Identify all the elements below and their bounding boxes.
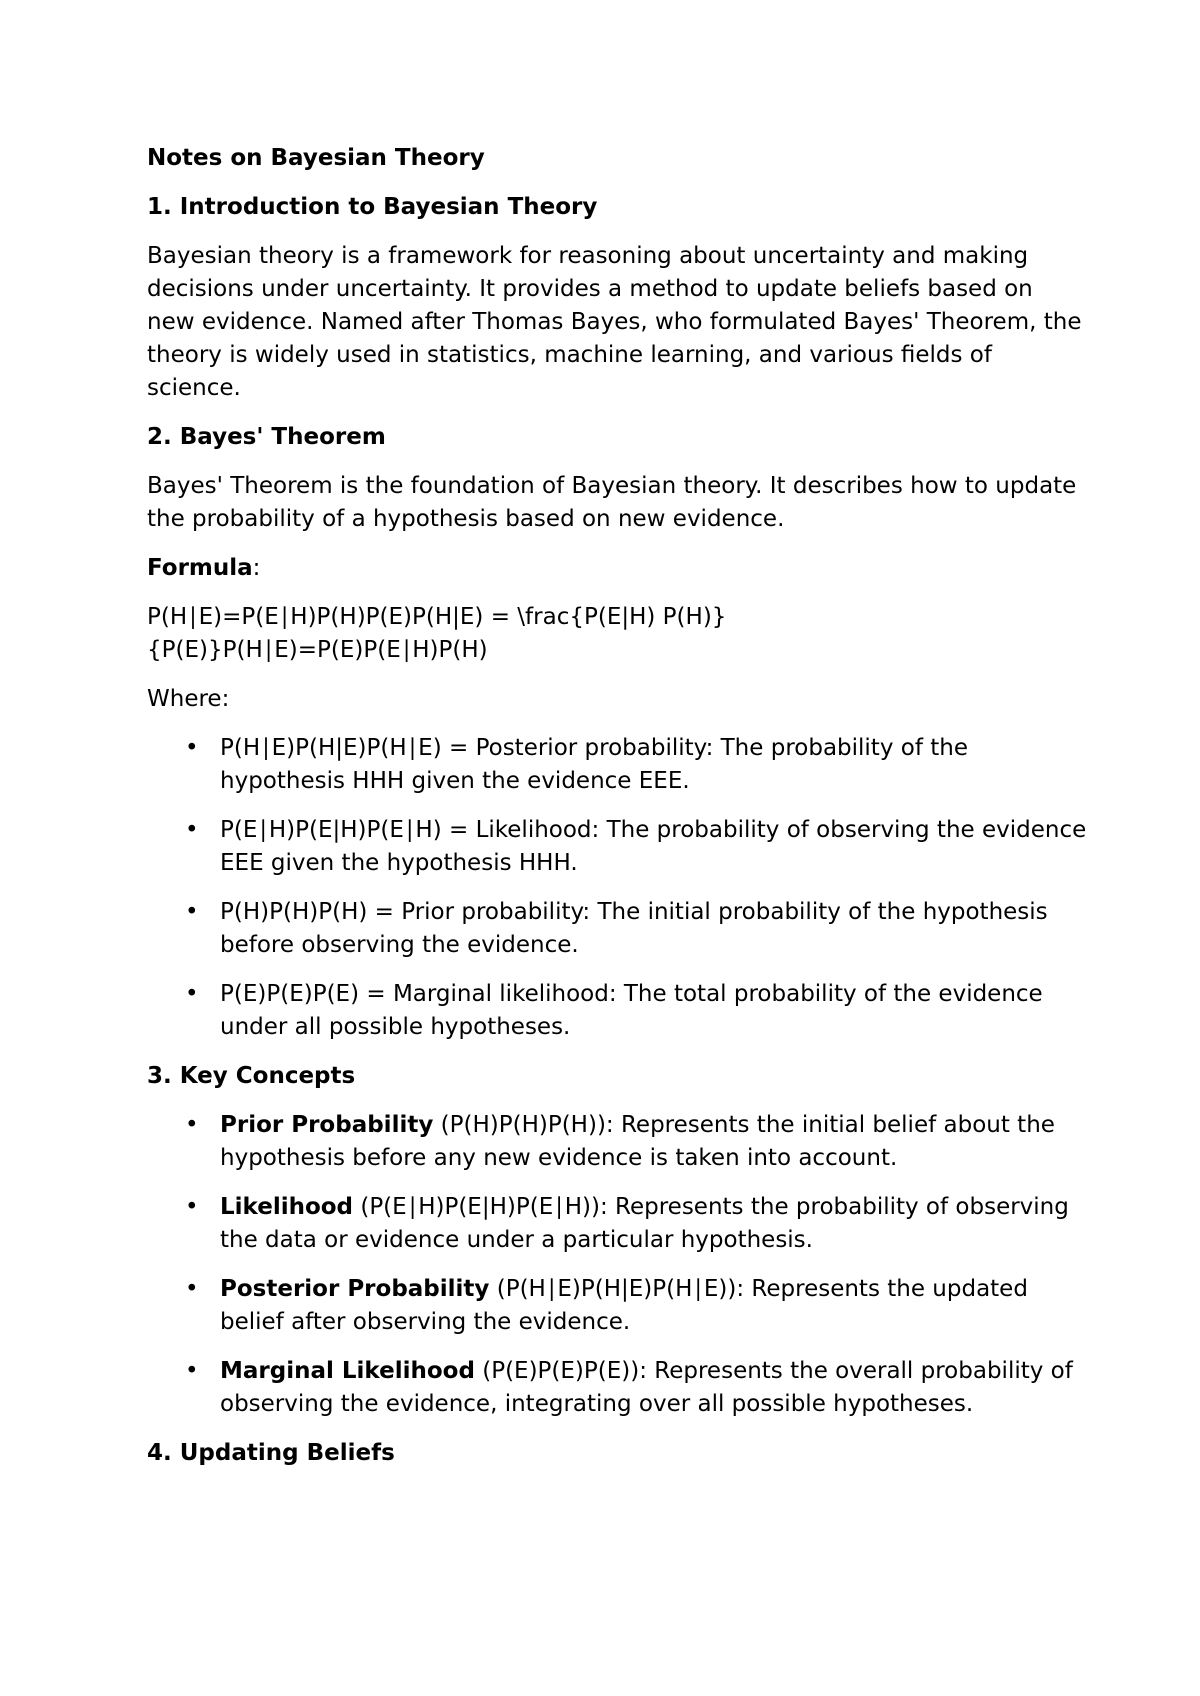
bullet-icon: • (185, 1112, 199, 1138)
section-heading-updating-beliefs: 4. Updating Beliefs (147, 1440, 395, 1466)
list-item (147, 1273, 1087, 1339)
bullet-icon: • (185, 1358, 199, 1384)
list-item (147, 896, 1087, 962)
definition-text: P(E∣H)P(E|H)P(E∣H) = Likelihood: The probability of observing the evidence EEE given the hypothesis HHH. (220, 817, 1087, 876)
list-item (147, 978, 1087, 1044)
document-title: Notes on Bayesian Theory (147, 145, 485, 171)
list-item (147, 814, 1087, 880)
formula-block (147, 601, 1087, 667)
definition-text: P(H∣E)P(H|E)P(H∣E) = Posterior probability: The probability of the hypothesis HHH given the evidence EEE. (220, 735, 968, 794)
section-heading-key-concepts: 3. Key Concepts (147, 1063, 356, 1089)
concept-term: Likelihood (220, 1194, 354, 1220)
list-item (147, 732, 1087, 798)
bullet-icon: • (185, 1276, 199, 1302)
list-item (147, 1109, 1087, 1175)
section-heading-bayes-theorem: 2. Bayes' Theorem (147, 424, 386, 450)
formula-label: Formula (147, 555, 253, 581)
list-item (147, 1355, 1087, 1421)
document-page (147, 142, 1087, 1486)
bullet-icon: • (185, 899, 199, 925)
where-label: Where: (147, 686, 230, 712)
key-concepts-list (147, 1109, 1087, 1421)
concept-text: (P(H∣E)P(H|E)P(H∣E)): Represents the updated belief after observing the evidence. (220, 1276, 1028, 1335)
concept-text: (P(H)P(H)P(H)): Represents the initial belief about the hypothesis before any new evidence is taken into account. (220, 1112, 1055, 1171)
concept-term: Prior Probability (220, 1112, 434, 1138)
definitions-list (147, 732, 1087, 1044)
formula-line-1: P(H∣E)=P(E∣H)P(H)P(E)P(H|E) = \frac{P(E|H) P(H)} (147, 604, 727, 630)
formula-label-line (147, 552, 1087, 585)
bullet-icon: • (185, 981, 199, 1007)
definition-text: P(H)P(H)P(H) = Prior probability: The initial probability of the hypothesis before observing the evidence. (220, 899, 1048, 958)
concept-term: Marginal Likelihood (220, 1358, 475, 1384)
definition-text: P(E)P(E)P(E) = Marginal likelihood: The total probability of the evidence under all possible hypotheses. (220, 981, 1043, 1040)
concept-term: Posterior Probability (220, 1276, 490, 1302)
concept-text: (P(E∣H)P(E|H)P(E∣H)): Represents the probability of observing the data or evidence under a particular hypothesis. (220, 1194, 1069, 1253)
section-heading-introduction: 1. Introduction to Bayesian Theory (147, 194, 598, 220)
bullet-icon: • (185, 1194, 199, 1220)
concept-text: (P(E)P(E)P(E)): Represents the overall probability of observing the evidence, integrating over all possible hypotheses. (220, 1358, 1073, 1417)
introduction-paragraph: Bayesian theory is a framework for reasoning about uncertainty and making decisions under uncertainty. It provides a method to update beliefs based on new evidence. Named after Thomas Bayes, who formulated Bayes' Theorem, the theory is widely used in statistics, machine learning, and various fields of science. (147, 243, 1082, 401)
list-item (147, 1191, 1087, 1257)
bayes-theorem-paragraph: Bayes' Theorem is the foundation of Bayesian theory. It describes how to update the probability of a hypothesis based on new evidence. (147, 473, 1077, 532)
bullet-icon: • (185, 735, 199, 761)
formula-line-2: {P(E)}P(H∣E)=P(E)P(E∣H)P(H) (147, 637, 488, 663)
formula-colon: : (252, 555, 261, 581)
bullet-icon: • (185, 817, 199, 843)
